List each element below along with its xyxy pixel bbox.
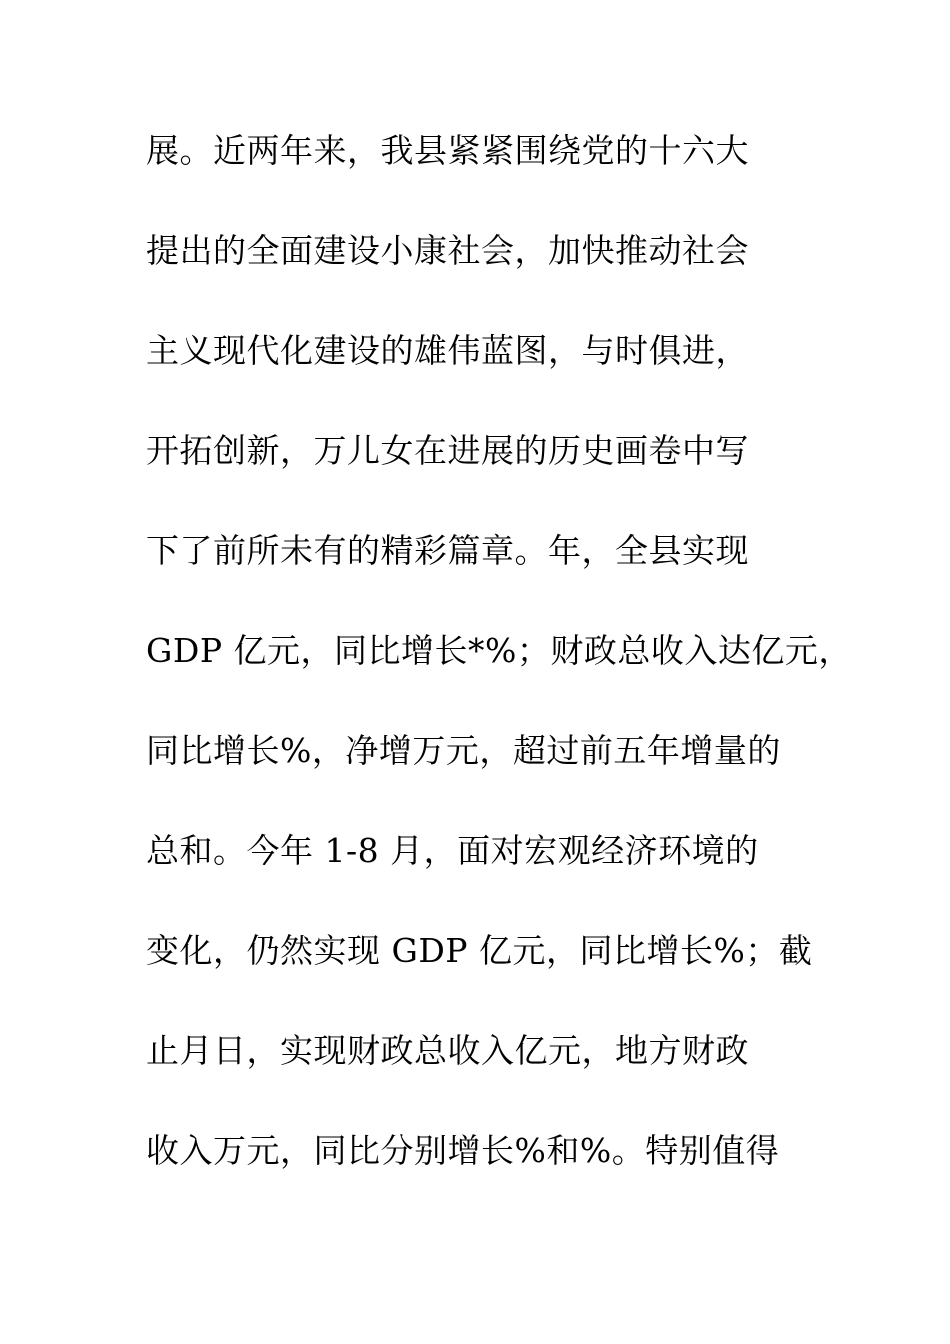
text-line-2: 提出的全面建设小康社会，加快推动社会 xyxy=(146,231,749,270)
text-line-8: 总和。今年 1-8 月，面对宏观经济环境的 xyxy=(146,831,759,870)
text-line-1: 展。近两年来，我县紧紧围绕党的十六大 xyxy=(146,131,749,170)
text-line-7: 同比增长%，净增万元，超过前五年增量的 xyxy=(146,731,781,770)
text-line-9: 变化，仍然实现 GDP 亿元，同比增长%；截 xyxy=(146,931,813,970)
text-line-3: 主义现代化建设的雄伟蓝图，与时俱进， xyxy=(146,331,749,370)
text-line-5: 下了前所未有的精彩篇章。年，全县实现 xyxy=(146,531,749,570)
text-line-6: GDP 亿元，同比增长*%；财政总收入达亿元， xyxy=(146,631,852,670)
body-text xyxy=(146,120,852,1220)
text-line-4: 开拓创新，万儿女在进展的历史画卷中写 xyxy=(146,431,749,470)
text-line-10: 止月日，实现财政总收入亿元，地方财政 xyxy=(146,1031,749,1070)
text-line-11: 收入万元，同比分别增长%和%。特别值得 xyxy=(146,1131,780,1170)
